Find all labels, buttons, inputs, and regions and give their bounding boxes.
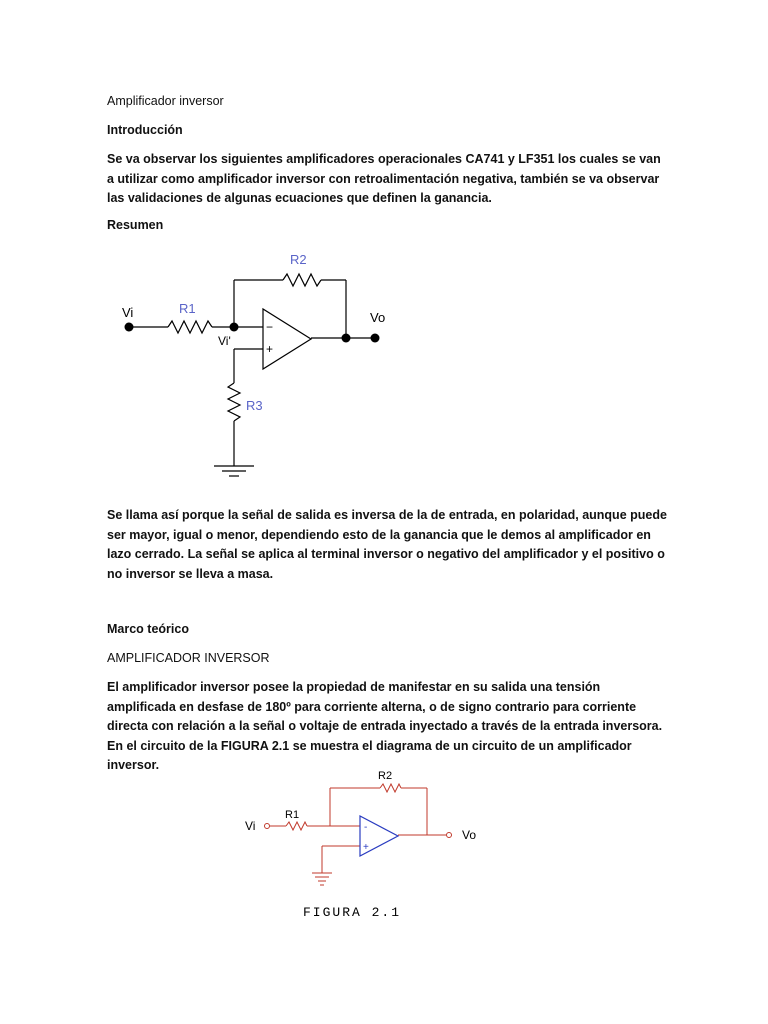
summary-paragraph: Se llama así porque la señal de salida es inversa de la de entrada, en polaridad, aunque puede ser mayor, igual o menor, dependiendo esto de la ganancia que le demos al amplificador en lazo cerrado. La señal se aplica al terminal inversor o negativo del amplificador y el positivo o no inversor se lleva a masa. [107,508,667,581]
figure-2-1-wires [265,784,452,885]
intro-heading: Introducción [107,123,183,137]
theory-subheading: AMPLIFICADOR INVERSOR [107,651,270,665]
theory-heading: Marco teórico [107,622,189,636]
fig2-minus-label: - [364,822,368,833]
r2-label: R2 [290,252,307,267]
r1-label: R1 [179,301,196,316]
opamp-minus-label: − [266,320,274,334]
opamp-plus-label: + [266,342,274,356]
figure-caption: FIGURA 2.1 [303,905,402,920]
summary-heading: Resumen [107,218,164,232]
schematic-nodes [125,323,380,343]
vi-prime-label: Vi' [218,334,231,348]
intro-paragraph: Se va observar los siguientes amplificadores operacionales CA741 y LF351 los cuales se van a utilizar como amplificador inversor con retroalimentación negativa, también se va observar las validaciones de algunas ecuaciones que definen la ganancia. [107,152,661,205]
fig2-r1-label: R1 [285,809,300,821]
fig2-vo-label: Vo [462,828,477,842]
figure-2-1-schematic [235,764,495,924]
document-title: Amplificador inversor [107,94,224,108]
fig2-plus-label: + [363,842,369,853]
fig2-r2-label: R2 [378,770,393,782]
fig2-vi-label: Vi [245,819,256,833]
schematic-wires [129,274,375,476]
inverting-amplifier-schematic [110,244,410,490]
vi-label: Vi [122,305,134,320]
r3-label: R3 [246,398,263,413]
vo-label: Vo [370,310,386,325]
theory-paragraph: El amplificador inversor posee la propiedad de manifestar en su salida una tensión amplificada en desfase de 180º para corriente alterna, o de signo contrario para corriente directa con relación a la señal o voltaje de entrada inyectado a través de la entrada inversora. En el circuito de la FIGURA 2.1 se muestra el diagrama de un circuito de un amplificador inversor. [107,680,663,772]
